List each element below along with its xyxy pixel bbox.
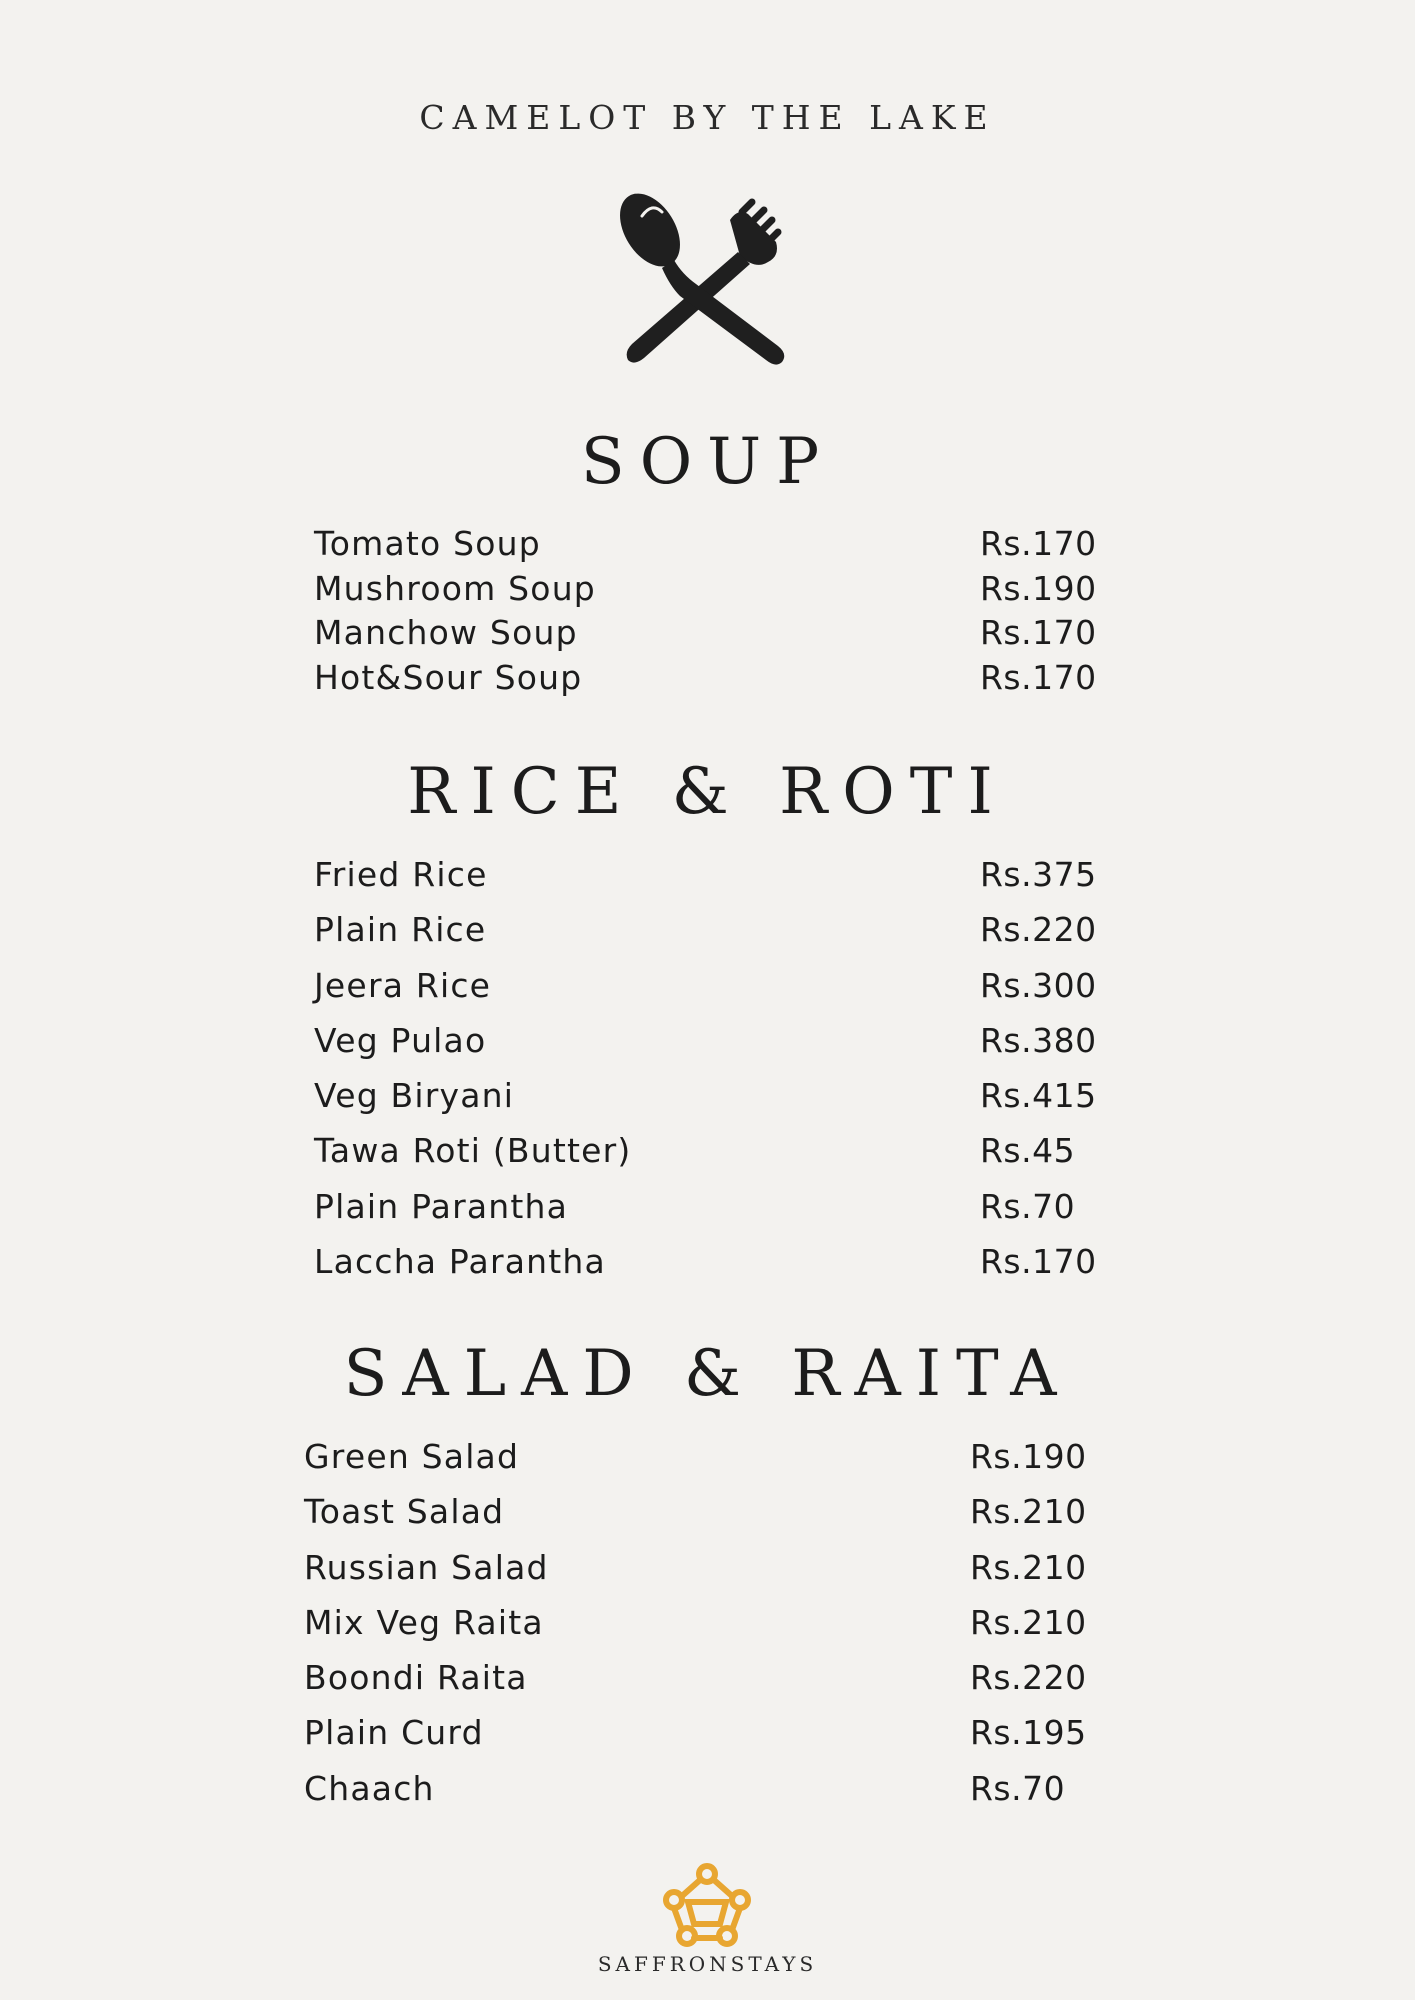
item-name: Chaach	[304, 1768, 435, 1808]
menu-item	[314, 853, 1114, 908]
saffronstays-logo-icon	[660, 1862, 755, 1947]
item-price: Rs.170	[980, 524, 1097, 563]
item-price: Rs.195	[970, 1713, 1087, 1753]
item-name: Jeera Rice	[314, 965, 492, 1005]
menu-item	[314, 567, 1114, 612]
item-price: Rs.300	[980, 965, 1097, 1005]
section-title-rice-roti: RICE & ROTI	[407, 755, 1008, 829]
item-price: Rs.45	[980, 1131, 1076, 1171]
menu-item	[314, 1019, 1114, 1074]
item-price: Rs.375	[980, 855, 1097, 894]
item-price: Rs.220	[980, 910, 1097, 950]
menu-item	[304, 1546, 1104, 1601]
item-price: Rs.170	[980, 613, 1097, 653]
menu-item	[314, 908, 1114, 963]
item-price: Rs.70	[980, 1186, 1076, 1226]
menu-item	[304, 1490, 1104, 1545]
item-name: Veg Biryani	[314, 1076, 515, 1116]
item-price: Rs.170	[980, 1242, 1097, 1282]
menu-item	[314, 656, 1114, 701]
menu-item	[314, 1074, 1114, 1129]
item-name: Plain Parantha	[314, 1186, 569, 1226]
item-name: Boondi Raita	[304, 1658, 528, 1698]
item-name: Russian Salad	[304, 1547, 549, 1587]
item-name: Mushroom Soup	[314, 568, 596, 608]
menu-item	[314, 964, 1114, 1019]
item-name: Tomato Soup	[314, 524, 541, 563]
soup-list	[314, 522, 1114, 701]
venue-name: CAMELOT BY THE LAKE	[419, 98, 996, 137]
item-price: Rs.170	[980, 658, 1097, 698]
crossed-spoon-fork-icon	[612, 190, 802, 375]
item-price: Rs.210	[970, 1602, 1087, 1642]
item-name: Veg Pulao	[314, 1020, 487, 1060]
item-price: Rs.70	[970, 1768, 1066, 1808]
item-price: Rs.210	[970, 1547, 1087, 1587]
section-title-salad-raita: SALAD & RAITA	[343, 1337, 1072, 1411]
item-price: Rs.220	[970, 1658, 1087, 1698]
menu-item	[314, 522, 1114, 567]
menu-item	[304, 1435, 1104, 1490]
item-name: Laccha Parantha	[314, 1242, 606, 1282]
item-name: Tawa Roti (Butter)	[314, 1131, 632, 1171]
menu-item	[304, 1711, 1104, 1766]
item-name: Plain Rice	[314, 910, 487, 950]
menu-item	[304, 1767, 1104, 1822]
menu-item	[314, 1129, 1114, 1184]
menu-item	[314, 1240, 1114, 1295]
item-name: Manchow Soup	[314, 613, 578, 653]
item-name: Hot&Sour Soup	[314, 658, 583, 698]
salad-raita-list	[304, 1435, 1104, 1822]
section-title-soup: SOUP	[580, 425, 835, 499]
item-name: Toast Salad	[304, 1492, 505, 1532]
item-price: Rs.415	[980, 1076, 1097, 1116]
menu-item	[314, 611, 1114, 656]
item-name: Green Salad	[304, 1437, 520, 1476]
item-price: Rs.190	[970, 1437, 1087, 1476]
item-price: Rs.190	[980, 568, 1097, 608]
item-price: Rs.380	[980, 1020, 1097, 1060]
footer-brand: SAFFRONSTAYS	[597, 1952, 818, 1976]
item-name: Plain Curd	[304, 1713, 484, 1753]
item-price: Rs.210	[970, 1492, 1087, 1532]
menu-item	[314, 1185, 1114, 1240]
menu-item	[304, 1656, 1104, 1711]
item-name: Mix Veg Raita	[304, 1602, 544, 1642]
rice-roti-list	[314, 853, 1114, 1295]
item-name: Fried Rice	[314, 855, 488, 894]
menu-item	[304, 1601, 1104, 1656]
